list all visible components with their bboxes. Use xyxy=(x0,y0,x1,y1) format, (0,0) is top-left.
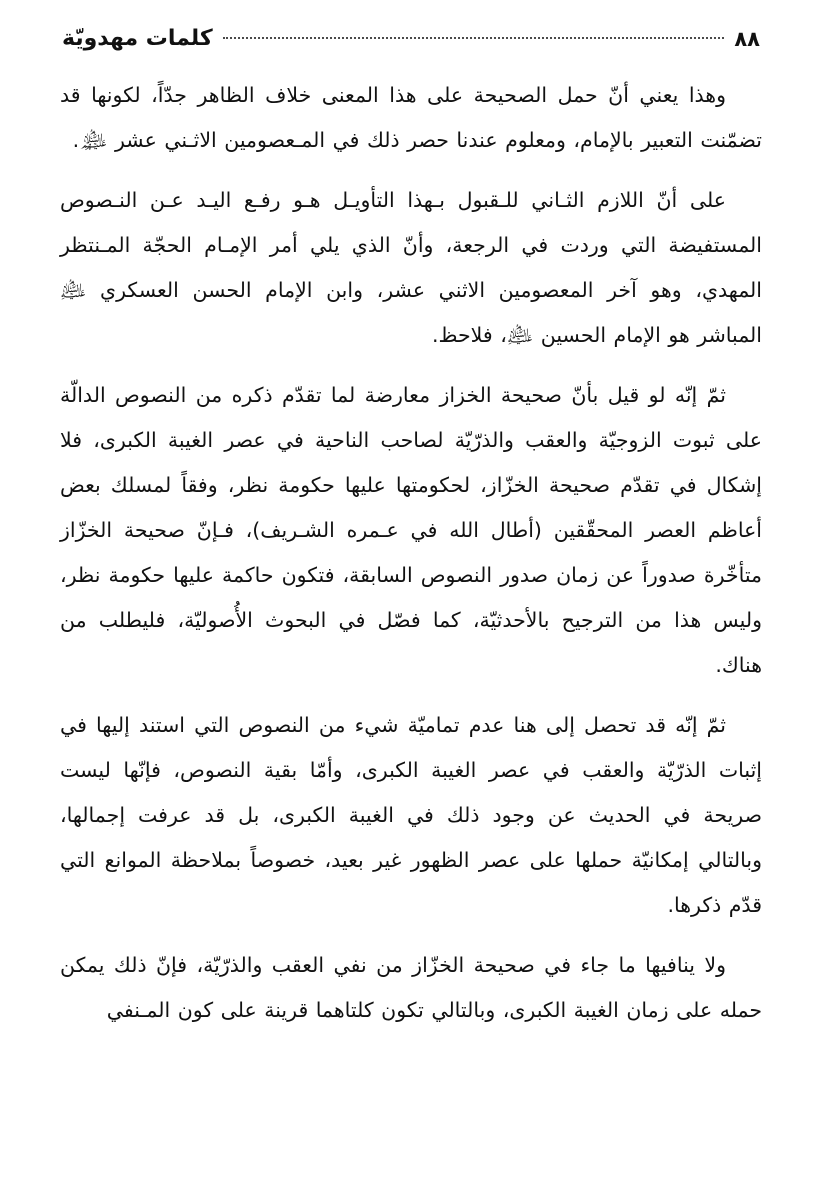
dotted-leader-divider xyxy=(223,36,725,39)
paragraph: ثمّ إنّه لو قيل بأنّ صحيحة الخزاز معارضة لما تقدّم ذكره من النصوص الدالّة على ثبوت الزوجيّة والعقب والذرّيّة لصاحب الناحية في عصر الغيبة الكبرى، فلا إشكال في تقدّم صحيحة الخزّاز، لحكومتها عليها حكومة نظر، وفقاً لمسلك بعض أعاظم العصر المحقّقين (أطال الله في عـمره الشـريف)، فـإنّ صحيحة الخزّاز متأخّرة صدوراً عن زمان صدور النصوص السابقة، فتكون حاكمة عليها حكومة نظر، وليس هذا من الترجيح بالأحدثيّة، كما فصّل في البحوث الأُصوليّة، فليطلب من هناك. xyxy=(60,383,762,677)
body-text xyxy=(60,73,762,1033)
book-title: كلمات مهدويّة xyxy=(62,26,213,51)
page-header xyxy=(60,26,762,51)
paragraph: ولا ينافيها ما جاء في صحيحة الخزّاز من نفي العقب والذرّيّة، فإنّ ذلك يمكن حمله على زمان الغيبة الكبرى، وبالتالي تكون كلتاهما قرينة على كون المـنفي xyxy=(60,953,762,1022)
paragraph: وهذا يعني أنّ حمل الصحيحة على هذا المعنى خلاف الظاهر جدّاً، لكونها قد تضمّنت التعبير بالإمام، ومعلوم عندنا حصر ذلك في المـعصومين الاثـني عشر ﵈. xyxy=(60,83,762,152)
paragraph: ثمّ إنّه قد تحصل إلى هنا عدم تماميّة شيء من النصوص التي استند إليها في إثبات الذرّيّة والعقب في عصر الغيبة الكبرى، وأمّا بقية النصوص، فإنّها ليست صريحة في الحديث عن وجود ذلك في الغيبة الكبرى، بل قد عرفت إجمالها، وبالتالي إمكانيّة حملها على عصر الظهور غير بعيد، خصوصاً بملاحظة الموانع التي قدّم ذكرها. xyxy=(60,713,762,917)
paragraph: على أنّ اللازم الثـاني للـقبول بـهذا التأويـل هـو رفـع اليـد عـن النـصوص المستفيضة التي وردت في الرجعة، وأنّ الذي يلي أمر الإمـام الحجّة المـنتظر المهدي، وهو آخر المعصومين الاثني عشر، وابن الإمام الحسن العسكري ﵇ المباشر هو الإمام الحسين ﵇، فلاحظ. xyxy=(60,188,762,347)
page-number: ٨٨ xyxy=(734,26,760,51)
